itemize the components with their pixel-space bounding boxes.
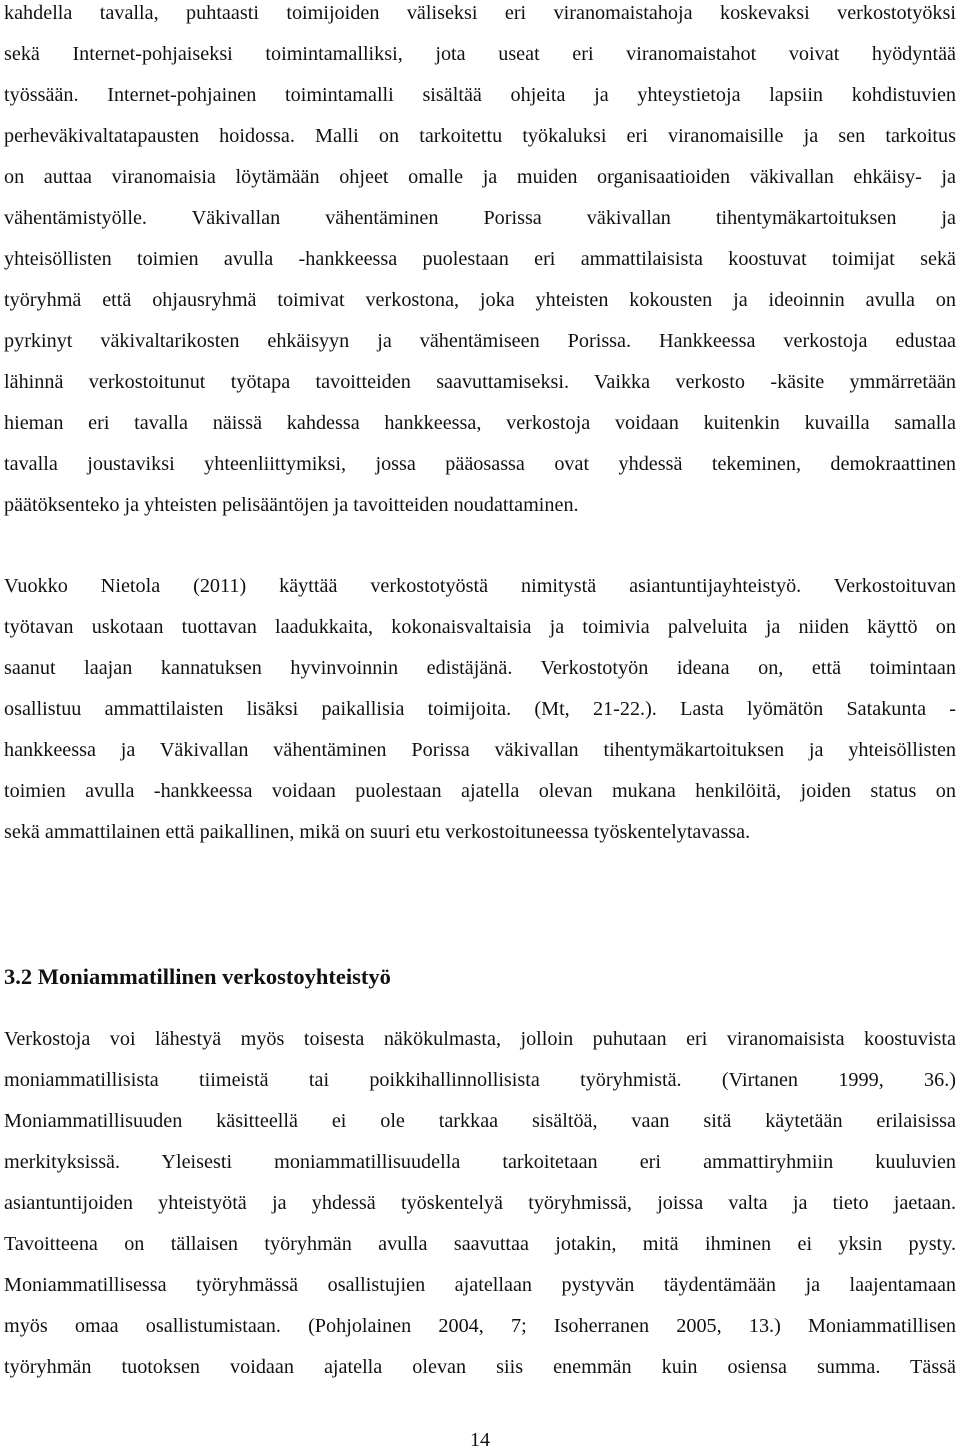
section-heading: 3.2 Moniammatillinen verkostoyhteistyö	[4, 964, 391, 989]
page-number: 14	[470, 1429, 490, 1451]
text-line: lähinnä verkostoitunut työtapa tavoitteiden saavuttamiseksi. Vaikka verkosto -käsite ymmärretään	[4, 371, 956, 393]
text-line: saanut laajan kannatuksen hyvinvoinnin edistäjänä. Verkostotyön ideana on, että toimintaan	[4, 657, 956, 679]
text-line: myös omaa osallistumistaan. (Pohjolainen 2004, 7; Isoherranen 2005, 13.) Moniammatillisen	[4, 1315, 956, 1337]
text-line: Moniammatillisuuden käsitteellä ei ole tarkkaa sisältöä, vaan sitä käytetään erilaisissa	[4, 1110, 956, 1132]
text-line: sekä ammattilainen että paikallinen, mikä on suuri etu verkostoituneessa työskentelytavassa.	[4, 821, 751, 843]
text-line: työssään. Internet-pohjainen toimintamalli sisältää ohjeita ja yhteystietoja lapsiin kohdistuvien	[4, 84, 956, 106]
text-line: perheväkivaltatapausten hoidossa. Malli on tarkoitettu työkaluksi eri viranomaisille ja sen tarkoitus	[4, 125, 956, 147]
text-line: toimien avulla -hankkeessa voidaan puolestaan ajatella olevan mukana henkilöitä, joiden status on	[4, 780, 956, 802]
text-line: hieman eri tavalla näissä kahdessa hankkeessa, verkostoja voidaan kuitenkin kuvailla samalla	[4, 412, 956, 434]
text-line: asiantuntijoiden yhteistyötä ja yhdessä työskentelyä työryhmissä, joissa valta ja tieto jaetaan.	[4, 1192, 956, 1214]
text-line: työtavan uskotaan tuottavan laadukkaita, kokonaisvaltaisia ja toimivia palveluita ja niiden käyttö on	[4, 616, 956, 638]
text-line: moniammatillisista tiimeistä tai poikkihallinnollisista työryhmistä. (Virtanen 1999, 36.)	[4, 1069, 956, 1091]
text-line: osallistuu ammattilaisten lisäksi paikallisia toimijoita. (Mt, 21-22.). Lasta lyömätön Satakunta -	[4, 698, 956, 720]
text-line: pyrkinyt väkivaltarikosten ehkäisyyn ja vähentämiseen Porissa. Hankkeessa verkostoja edustaa	[4, 330, 956, 352]
text-line: Moniammatillisessa työryhmässä osallistujien ajatellaan pystyvän täydentämään ja laajentamaan	[4, 1274, 956, 1296]
text-line: Tavoitteena on tällaisen työryhmän avulla saavuttaa jotakin, mitä ihminen ei yksin pysty.	[4, 1233, 956, 1255]
text-line: yhteisöllisten toimien avulla -hankkeessa puolestaan eri ammattilaisista koostuvat toimijat sekä	[4, 248, 956, 270]
text-line: kahdella tavalla, puhtaasti toimijoiden väliseksi eri viranomaistahoja koskevaksi verkostotyöksi	[4, 2, 956, 24]
text-line: merkityksissä. Yleisesti moniammatillisuudella tarkoitetaan eri ammattiryhmiin kuuluvien	[4, 1151, 956, 1173]
text-line: päätöksenteko ja yhteisten pelisääntöjen ja tavoitteiden noudattaminen.	[4, 494, 579, 516]
text-line: työryhmä että ohjausryhmä toimivat verkostona, joka yhteisten kokousten ja ideoinnin avulla on	[4, 289, 956, 311]
text-line: Vuokko Nietola (2011) käyttää verkostotyöstä nimitystä asiantuntijayhteistyö. Verkostoituvan	[4, 575, 956, 597]
text-line: tavalla joustaviksi yhteenliittymiksi, jossa pääosassa ovat yhdessä tekeminen, demokraattinen	[4, 453, 956, 475]
text-line: on auttaa viranomaisia löytämään ohjeet omalle ja muiden organisaatioiden väkivallan ehkäisy- ja	[4, 166, 956, 188]
text-line: sekä Internet-pohjaiseksi toimintamalliksi, jota useat eri viranomaistahot voivat hyödyntää	[4, 43, 956, 65]
text-line: vähentämistyölle. Väkivallan vähentäminen Porissa väkivallan tihentymäkartoituksen ja	[4, 207, 956, 229]
text-line: Verkostoja voi lähestyä myös toisesta näkökulmasta, jolloin puhutaan eri viranomaisista koostuvista	[4, 1028, 956, 1050]
text-line: hankkeessa ja Väkivallan vähentäminen Porissa väkivallan tihentymäkartoituksen ja yhteisöllisten	[4, 739, 956, 761]
text-line: työryhmän tuotoksen voidaan ajatella olevan siis enemmän kuin osiensa summa. Tässä	[4, 1356, 956, 1378]
